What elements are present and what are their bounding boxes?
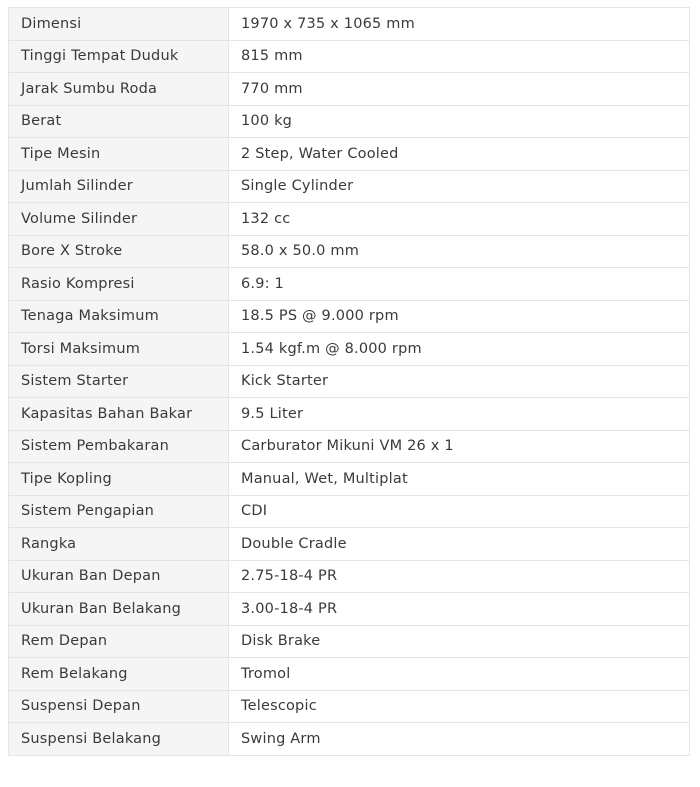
table-row xyxy=(9,73,690,106)
table-row xyxy=(9,333,690,366)
spec-label: Rangka xyxy=(9,528,229,561)
table-row xyxy=(9,528,690,561)
spec-label: Bore X Stroke xyxy=(9,235,229,268)
spec-value: 6.9: 1 xyxy=(229,268,690,301)
spec-label: Jumlah Silinder xyxy=(9,170,229,203)
spec-label: Volume Silinder xyxy=(9,203,229,236)
table-row xyxy=(9,463,690,496)
spec-value: Swing Arm xyxy=(229,723,690,756)
spec-value: Manual, Wet, Multiplat xyxy=(229,463,690,496)
spec-value: 2 Step, Water Cooled xyxy=(229,138,690,171)
table-row xyxy=(9,658,690,691)
spec-value: 58.0 x 50.0 mm xyxy=(229,235,690,268)
spec-value: 2.75-18-4 PR xyxy=(229,560,690,593)
spec-table-body xyxy=(9,8,690,756)
spec-value: Disk Brake xyxy=(229,625,690,658)
spec-label: Sistem Starter xyxy=(9,365,229,398)
table-row xyxy=(9,300,690,333)
spec-label: Rem Depan xyxy=(9,625,229,658)
spec-label: Torsi Maksimum xyxy=(9,333,229,366)
table-row xyxy=(9,560,690,593)
table-row xyxy=(9,8,690,41)
spec-label: Sistem Pembakaran xyxy=(9,430,229,463)
spec-value: Tromol xyxy=(229,658,690,691)
spec-value: 815 mm xyxy=(229,40,690,73)
spec-label: Tipe Mesin xyxy=(9,138,229,171)
spec-value: Double Cradle xyxy=(229,528,690,561)
spec-value: 100 kg xyxy=(229,105,690,138)
spec-label: Kapasitas Bahan Bakar xyxy=(9,398,229,431)
spec-value: 9.5 Liter xyxy=(229,398,690,431)
spec-value: CDI xyxy=(229,495,690,528)
spec-value: 18.5 PS @ 9.000 rpm xyxy=(229,300,690,333)
spec-value: 770 mm xyxy=(229,73,690,106)
spec-label: Tinggi Tempat Duduk xyxy=(9,40,229,73)
spec-label: Jarak Sumbu Roda xyxy=(9,73,229,106)
spec-label: Sistem Pengapian xyxy=(9,495,229,528)
spec-value: Kick Starter xyxy=(229,365,690,398)
spec-label: Rasio Kompresi xyxy=(9,268,229,301)
spec-label: Tenaga Maksimum xyxy=(9,300,229,333)
table-row xyxy=(9,365,690,398)
table-row xyxy=(9,690,690,723)
spec-label: Dimensi xyxy=(9,8,229,41)
spec-label: Suspensi Depan xyxy=(9,690,229,723)
spec-value: Single Cylinder xyxy=(229,170,690,203)
table-row xyxy=(9,593,690,626)
spec-label: Tipe Kopling xyxy=(9,463,229,496)
spec-label: Rem Belakang xyxy=(9,658,229,691)
spec-value: 1.54 kgf.m @ 8.000 rpm xyxy=(229,333,690,366)
table-row xyxy=(9,40,690,73)
table-row xyxy=(9,235,690,268)
spec-label: Ukuran Ban Belakang xyxy=(9,593,229,626)
spec-value: 1970 x 735 x 1065 mm xyxy=(229,8,690,41)
spec-value: 3.00-18-4 PR xyxy=(229,593,690,626)
spec-value: Telescopic xyxy=(229,690,690,723)
spec-value: 132 cc xyxy=(229,203,690,236)
table-row xyxy=(9,430,690,463)
table-row xyxy=(9,398,690,431)
spec-value: Carburator Mikuni VM 26 x 1 xyxy=(229,430,690,463)
table-row xyxy=(9,268,690,301)
table-row xyxy=(9,625,690,658)
spec-label: Suspensi Belakang xyxy=(9,723,229,756)
table-row xyxy=(9,723,690,756)
spec-label: Berat xyxy=(9,105,229,138)
table-row xyxy=(9,138,690,171)
table-row xyxy=(9,105,690,138)
spec-table xyxy=(8,7,690,756)
spec-label: Ukuran Ban Depan xyxy=(9,560,229,593)
table-row xyxy=(9,495,690,528)
table-row xyxy=(9,203,690,236)
table-row xyxy=(9,170,690,203)
